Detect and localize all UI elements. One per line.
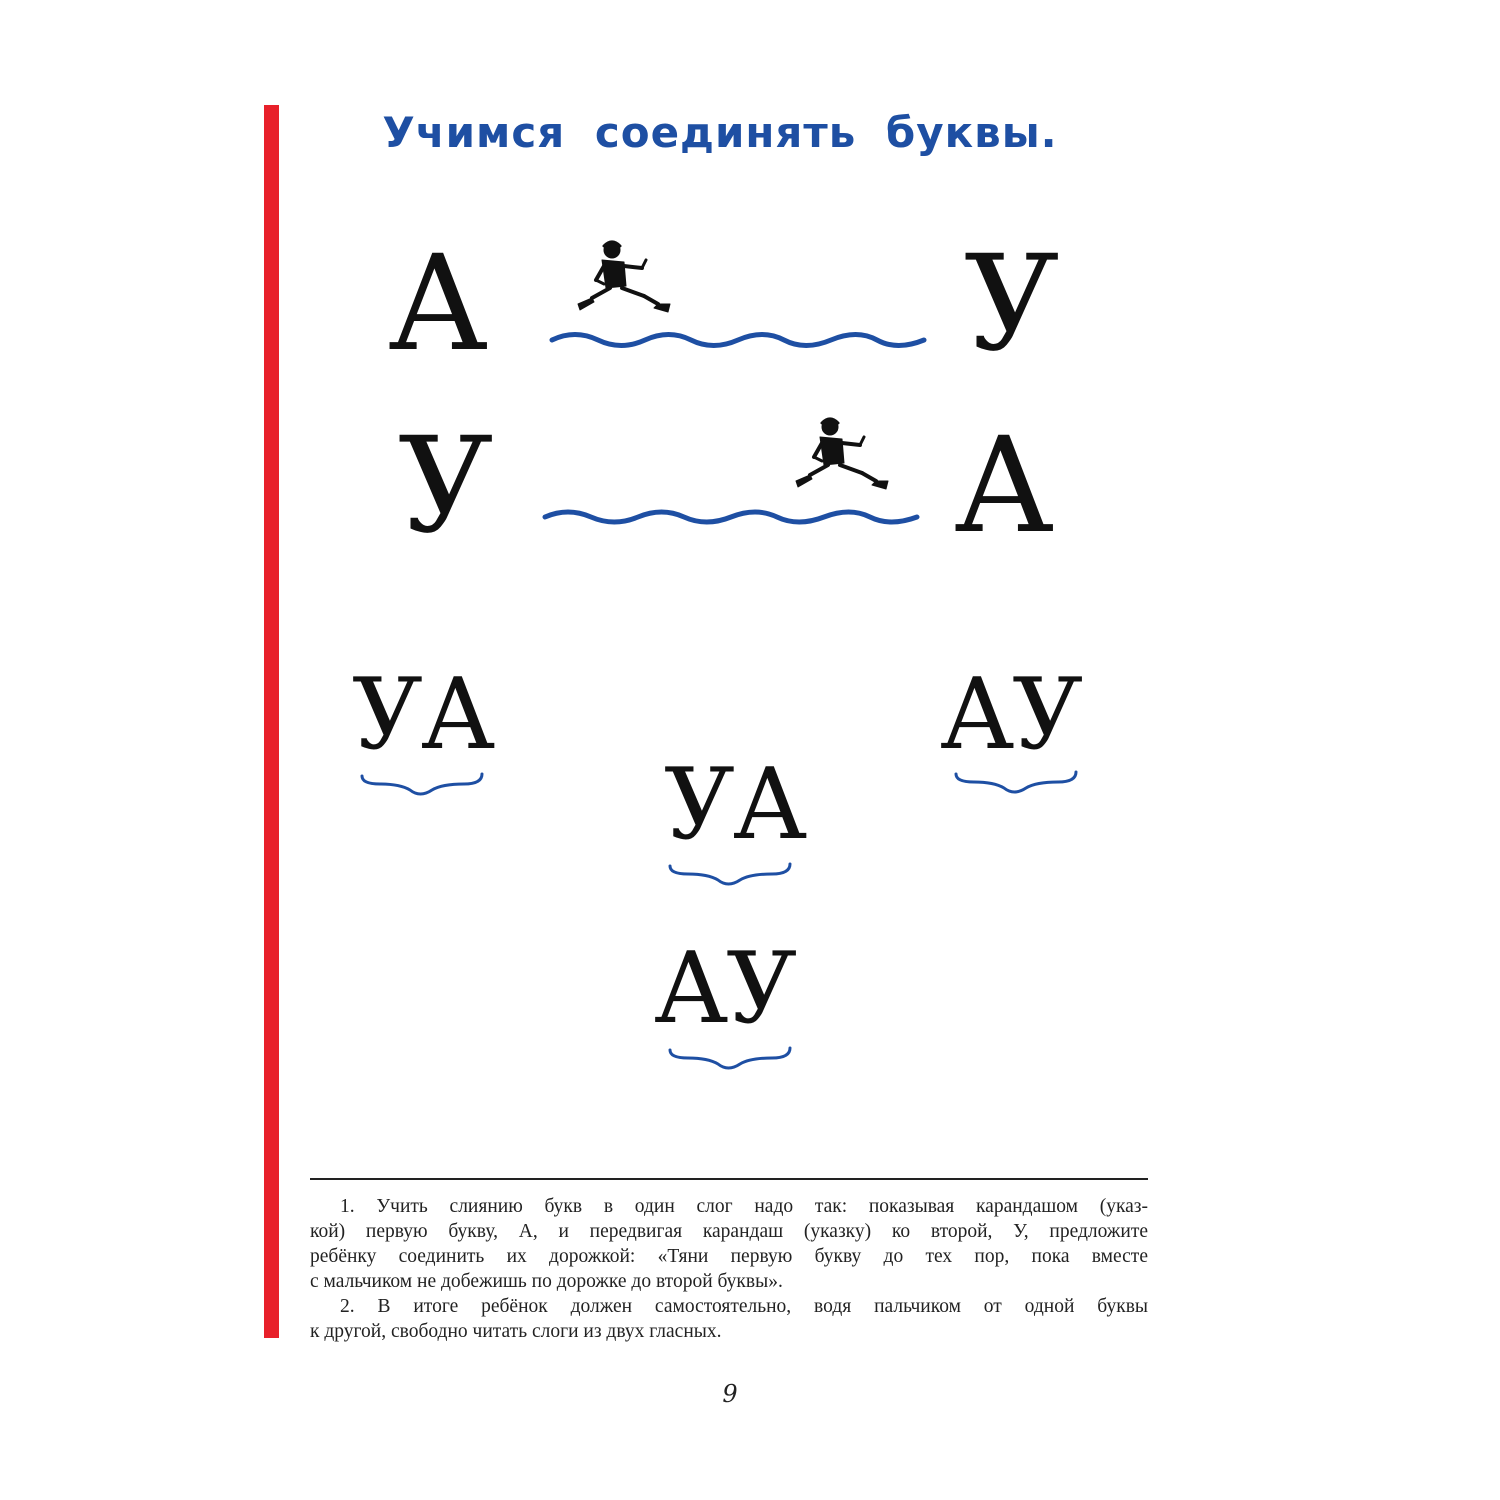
instruction-line: с мальчиком не добежишь по дорожке до второй буквы». bbox=[310, 1271, 783, 1292]
syllable-right: АУ bbox=[940, 658, 1082, 772]
running-boy-icon bbox=[574, 238, 674, 318]
row1-letter-right: У bbox=[964, 227, 1060, 381]
arc-underline-icon bbox=[360, 772, 484, 800]
instruction-line: 1. Учить слиянию букв в один слог надо так: показывая карандашом (указ- bbox=[340, 1196, 1148, 1217]
row1-wavy-path bbox=[552, 326, 924, 346]
row2-letter-right: А bbox=[954, 409, 1054, 563]
instruction-line: к другой, свободно читать слоги из двух гласных. bbox=[310, 1321, 722, 1342]
syllable-left: УА bbox=[352, 658, 494, 772]
row2-wavy-path bbox=[545, 505, 917, 525]
red-margin-bar bbox=[264, 105, 279, 1338]
row2-letter-left: У bbox=[398, 409, 494, 563]
syllable-bottom: АУ bbox=[654, 932, 796, 1046]
row1-letter-left: А bbox=[388, 227, 488, 381]
page-title: Учимся соединять буквы. bbox=[382, 108, 1058, 157]
instruction-line: 2. В итоге ребёнок должен самостоятельно, водя пальчиком от одной буквы bbox=[340, 1296, 1148, 1317]
arc-underline-icon bbox=[668, 862, 792, 890]
page-number: 9 bbox=[722, 1380, 738, 1408]
instruction-line: ребёнку соединить их дорожкой: «Тяни первую букву до тех пор, пока вместе bbox=[310, 1246, 1148, 1267]
syllable-center: УА bbox=[664, 748, 806, 862]
arc-underline-icon bbox=[954, 770, 1078, 798]
footnote-divider bbox=[310, 1178, 1148, 1180]
arc-underline-icon bbox=[668, 1046, 792, 1074]
running-boy-icon bbox=[792, 415, 892, 495]
instruction-line: кой) первую букву, А, и передвигая карандаш (указку) ко второй, У, предложите bbox=[310, 1221, 1148, 1242]
